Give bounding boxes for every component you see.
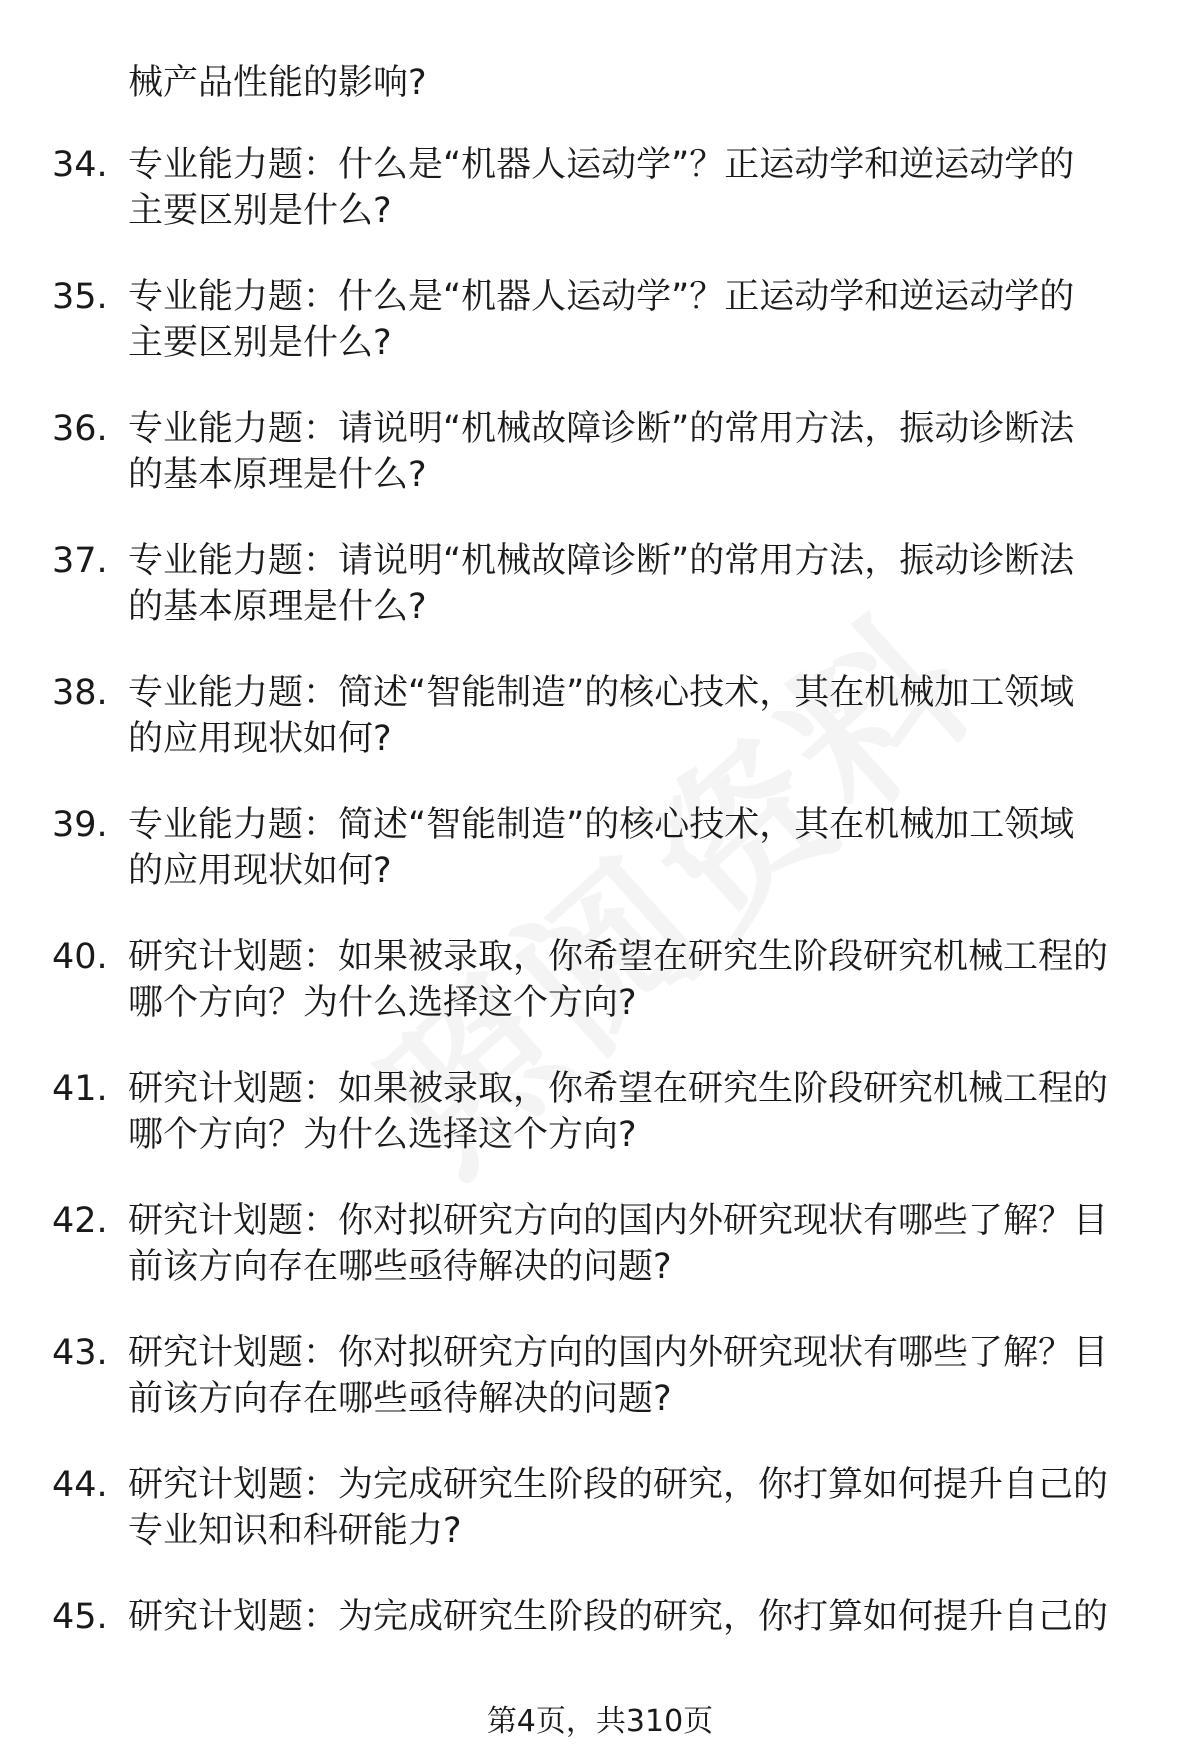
item-text: 专业能力题：什么是“机器人运动学”？正运动学和逆运动学的 主要区别是什么? xyxy=(128,145,1075,231)
continued-question-fragment: 械产品性能的影响? xyxy=(128,63,427,103)
item-number: 38. xyxy=(52,673,108,713)
item-text: 专业能力题：请说明“机械故障诊断”的常用方法，振动诊断法 的基本原理是什么? xyxy=(128,409,1075,495)
item-text: 专业能力题：简述“智能制造”的核心技术，其在机械加工领域 的应用现状如何? xyxy=(128,673,1075,759)
list-item xyxy=(0,934,1200,1066)
page-number-footer: 第4页，共310页 xyxy=(486,1704,714,1739)
item-text: 研究计划题：如果被录取，你希望在研究生阶段研究机械工程的 哪个方向？为什么选择这个方向? xyxy=(128,937,1109,1023)
item-number: 40. xyxy=(52,937,108,977)
list-item xyxy=(0,274,1200,406)
list-item xyxy=(0,802,1200,934)
item-number: 37. xyxy=(52,541,108,581)
item-number: 44. xyxy=(52,1465,108,1505)
item-number: 43. xyxy=(52,1333,108,1373)
list-item xyxy=(0,142,1200,274)
item-number: 36. xyxy=(52,409,108,449)
item-text: 研究计划题：为完成研究生阶段的研究，你打算如何提升自己的 xyxy=(128,1597,1109,1637)
list-item xyxy=(0,1198,1200,1330)
list-item xyxy=(0,1462,1200,1594)
item-text: 专业能力题：请说明“机械故障诊断”的常用方法，振动诊断法 的基本原理是什么? xyxy=(128,541,1075,627)
item-text: 专业能力题：什么是“机器人运动学”？正运动学和逆运动学的 主要区别是什么? xyxy=(128,277,1075,363)
item-number: 45. xyxy=(52,1597,108,1637)
item-text: 研究计划题：你对拟研究方向的国内外研究现状有哪些了解？目 前该方向存在哪些亟待解决的问题? xyxy=(128,1201,1109,1287)
item-text: 研究计划题：如果被录取，你希望在研究生阶段研究机械工程的 哪个方向？为什么选择这个方向? xyxy=(128,1069,1109,1155)
list-item xyxy=(0,1066,1200,1198)
item-text: 专业能力题：简述“智能制造”的核心技术，其在机械加工领域 的应用现状如何? xyxy=(128,805,1075,891)
item-number: 42. xyxy=(52,1201,108,1241)
list-item xyxy=(0,1330,1200,1462)
item-number: 34. xyxy=(52,145,108,185)
list-item xyxy=(0,406,1200,538)
item-text: 研究计划题：你对拟研究方向的国内外研究现状有哪些了解？目 前该方向存在哪些亟待解决的问题? xyxy=(128,1333,1109,1419)
question-list xyxy=(0,142,1200,1726)
list-item xyxy=(0,670,1200,802)
item-number: 41. xyxy=(52,1069,108,1109)
item-number: 35. xyxy=(52,277,108,317)
item-text: 研究计划题：为完成研究生阶段的研究，你打算如何提升自己的 专业知识和科研能力? xyxy=(128,1465,1109,1551)
list-item xyxy=(0,538,1200,670)
item-number: 39. xyxy=(52,805,108,845)
